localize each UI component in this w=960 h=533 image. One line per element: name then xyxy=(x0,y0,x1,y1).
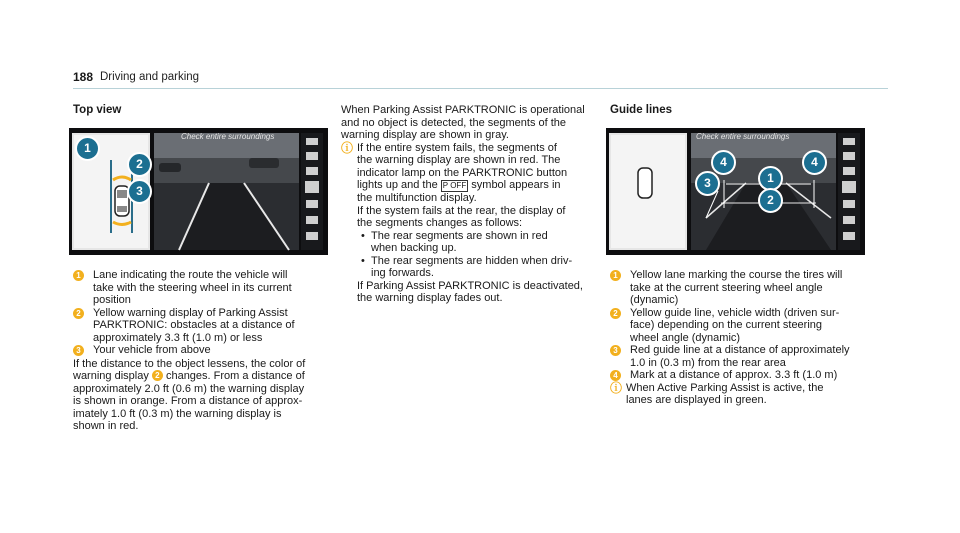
parktronic-off-icon: P OFF xyxy=(442,181,467,190)
distance-paragraph xyxy=(73,358,333,433)
legend-item xyxy=(610,269,880,307)
page-title: Driving and parking xyxy=(100,71,200,83)
callout-4-right: 4 xyxy=(802,150,827,175)
guide-lines-legend xyxy=(610,269,880,407)
callout-2: 2 xyxy=(127,152,152,177)
para-line: When Active Parking Assist is active, the xyxy=(626,381,824,394)
bullet-item: • The rear segments are hidden when driv- ing forwards. xyxy=(357,255,603,280)
para-line: the multifunction display. xyxy=(357,192,477,204)
para-line: indicator lamp on the PARKTRONIC button xyxy=(357,166,568,179)
legend-line: Yellow guide line, vehicle width (driven sur- xyxy=(630,306,840,319)
callout-4-left: 4 xyxy=(711,150,736,175)
guide-lines-screenshot xyxy=(606,128,865,255)
legend-line: Red guide line at a distance of approximately xyxy=(630,344,850,356)
para-line: the segments changes as follows: xyxy=(357,217,523,229)
legend-line: take with the steering wheel in its current xyxy=(93,281,292,294)
legend-line: face) depending on the current steering xyxy=(630,319,823,331)
callout-2: 2 xyxy=(758,188,783,213)
parktronic-text xyxy=(341,104,603,305)
legend-badge: 1 xyxy=(73,270,84,281)
legend-line: wheel angle (dynamic) xyxy=(630,331,741,344)
legend-line: 1.0 in (0.3 m) from the rear area xyxy=(630,356,786,369)
legend-line: take at the current steering wheel angle xyxy=(630,281,823,294)
header-rule xyxy=(73,88,888,89)
top-view-heading: Top view xyxy=(73,104,122,116)
legend-line: Mark at a distance of approx. 3.3 ft (1.0 m) xyxy=(630,369,838,381)
callout-3: 3 xyxy=(127,179,152,204)
para-line: warning display 2 changes. From a distance of xyxy=(73,370,305,382)
para-line: When Parking Assist PARKTRONIC is operational xyxy=(341,104,585,116)
callout-3: 3 xyxy=(695,171,720,196)
legend-item xyxy=(610,307,880,345)
inline-badge: 2 xyxy=(152,370,163,381)
legend-line: approximately 3.3 ft (1.0 m) or less xyxy=(93,331,263,344)
para-line: lights up and the P OFF symbol appears in xyxy=(357,179,561,191)
top-view-image xyxy=(69,128,328,255)
legend-line: Yellow warning display of Parking Assist xyxy=(93,306,288,319)
legend-badge: 3 xyxy=(73,345,84,356)
legend-item xyxy=(610,369,880,382)
para-line: and no object is detected, the segments of the xyxy=(341,116,567,129)
info-block xyxy=(341,142,603,305)
para-line: approximately 2.0 ft (0.6 m) the warning display xyxy=(73,382,305,395)
legend-line: Lane indicating the route the vehicle will xyxy=(93,269,288,281)
para-line: the warning display are shown in red. The xyxy=(357,154,561,166)
legend-item xyxy=(73,307,333,345)
legend-badge: 2 xyxy=(73,308,84,319)
info-icon: ⓘ xyxy=(610,380,623,395)
screen-banner: Check entire surroundings xyxy=(181,132,275,141)
bullet-item: • The rear segments are shown in red when backing up. xyxy=(357,230,603,255)
callout-1: 1 xyxy=(758,166,783,191)
legend-line: position xyxy=(93,294,131,306)
guide-lines-image xyxy=(606,128,865,255)
legend-item xyxy=(73,269,333,307)
para-line: shown in red. xyxy=(73,420,139,432)
legend-badge: 1 xyxy=(610,270,621,281)
legend-badge: 2 xyxy=(610,308,621,319)
top-view-screenshot xyxy=(69,128,328,255)
para-line: warning display are shown in gray. xyxy=(341,129,509,141)
legend-badge: 3 xyxy=(610,345,621,356)
legend-item xyxy=(610,344,880,369)
legend-line: Yellow lane marking the course the tires will xyxy=(630,269,843,281)
para-line: is shown in orange. From a distance of approx- xyxy=(73,395,303,407)
legend-line: (dynamic) xyxy=(630,294,679,306)
para-line: imately 1.0 ft (0.3 m) the warning display is xyxy=(73,407,282,420)
legend-line: PARKTRONIC: obstacles at a distance of xyxy=(93,319,295,331)
para-line: lanes are displayed in green. xyxy=(626,394,767,406)
page-number: 188 xyxy=(73,70,94,84)
legend-line: Your vehicle from above xyxy=(93,344,211,356)
para-line: If the entire system fails, the segments of xyxy=(357,141,557,154)
legend-item xyxy=(73,344,333,357)
para-line: If the system fails at the rear, the display of xyxy=(357,204,566,217)
guide-lines-heading: Guide lines xyxy=(610,104,672,116)
para-line: If Parking Assist PARKTRONIC is deactivated, xyxy=(357,279,583,292)
info-icon: ⓘ xyxy=(341,140,354,155)
screen-banner: Check entire surroundings xyxy=(696,132,790,141)
info-block xyxy=(610,382,880,407)
callout-1: 1 xyxy=(75,136,100,161)
para-line: If the distance to the object lessens, the color of xyxy=(73,357,306,370)
para-line: the warning display fades out. xyxy=(357,292,503,304)
top-view-legend xyxy=(73,269,333,433)
legend-badge: 4 xyxy=(610,370,621,381)
